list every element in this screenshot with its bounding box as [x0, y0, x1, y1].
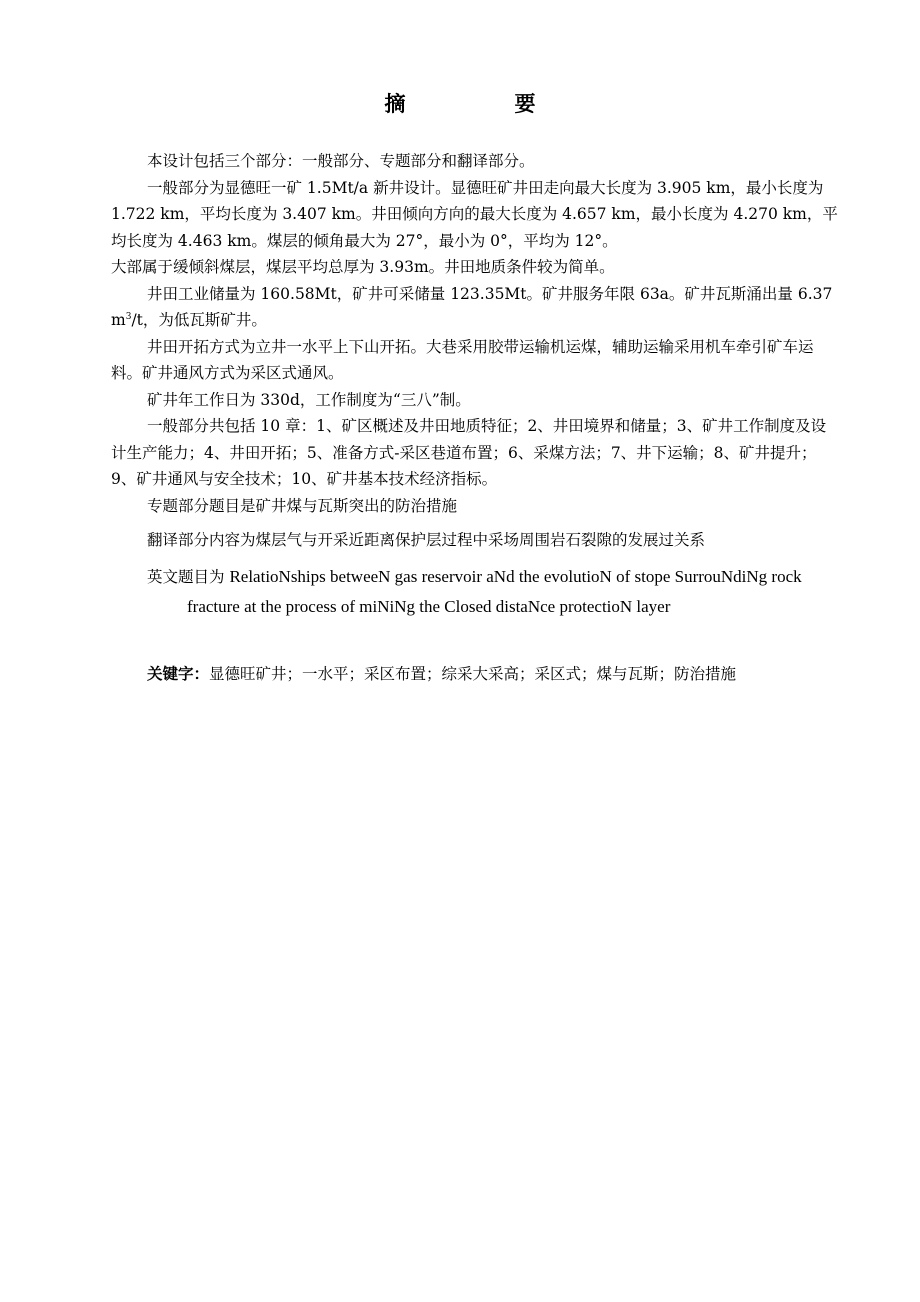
reserves-text-b: /t，为低瓦斯矿井。 — [131, 311, 267, 329]
abstract-body — [111, 148, 841, 687]
english-title-label: 英文题目为 — [147, 567, 230, 586]
paragraph-reserves — [111, 281, 841, 334]
abstract-title: 摘 要 — [384, 92, 580, 116]
reserves-superscript: 3 — [125, 311, 132, 322]
english-title-paragraph — [111, 562, 841, 621]
keywords-label: 关键字： — [147, 664, 210, 683]
paragraph-overview: 本设计包括三个部分：一般部分、专题部分和翻译部分。 — [147, 152, 535, 170]
paragraph-general-design: 一般部分为显德旺一矿 1.5Mt/a 新井设计。显德旺矿井田走向最大长度为 3.905 km，最小长度为 1.722 km，平均长度为 3.407 km。井田倾向方向的最大长度为 4.657 km，最小长度为 4.270 km，平均长度为 4.463 km。煤层的倾角最大为 27°，最小为 0°，平均为 12°。 — [111, 178, 838, 250]
paragraph-chapters: 一般部分共包括 10 章：1、矿区概述及井田地质特征；2、井田境界和储量；3、矿井工作制度及设计生产能力；4、井田开拓；5、准备方式-采区巷道布置；6、采煤方法；7、井下运输；8、矿井提升；9、矿井通风与安全技术；10、矿井基本技术经济指标。 — [111, 417, 827, 488]
paragraph-translation: 翻译部分内容为煤层气与开采近距离保护层过程中采场周围岩石裂隙的发展过关系 — [147, 531, 706, 549]
reserves-text-a: 井田工业储量为 160.58Mt，矿井可采储量 123.35Mt。矿井服务年限 63a。矿井瓦斯涌出量 6.37 m — [111, 284, 833, 329]
paragraph-workdays: 矿井年工作日为 330d，工作制度为“三八”制。 — [147, 390, 471, 409]
keywords-text: 显德旺矿井；一水平；采区布置；综采大采高；采区式；煤与瓦斯；防治措施 — [209, 664, 737, 683]
paragraph-development: 井田开拓方式为立井一水平上下山开拓。大巷采用胶带运输机运煤，辅助运输采用机车牵引矿车运料。矿井通风方式为采区式通风。 — [111, 337, 814, 382]
keywords-paragraph — [111, 661, 841, 688]
english-title-text: RelatioNships betweeN gas reservoir aNd the evolutioN of stope SurrouNdiNg rock fracture at the process of miNiNg the Closed distaNce protectioN layer — [187, 566, 802, 616]
paragraph-coal-seam: 大部属于缓倾斜煤层，煤层平均总厚为 3.93m。井田地质条件较为简单。 — [111, 258, 615, 276]
paragraph-special-topic: 专题部分题目是矿井煤与瓦斯突出的防治措施 — [147, 496, 458, 515]
